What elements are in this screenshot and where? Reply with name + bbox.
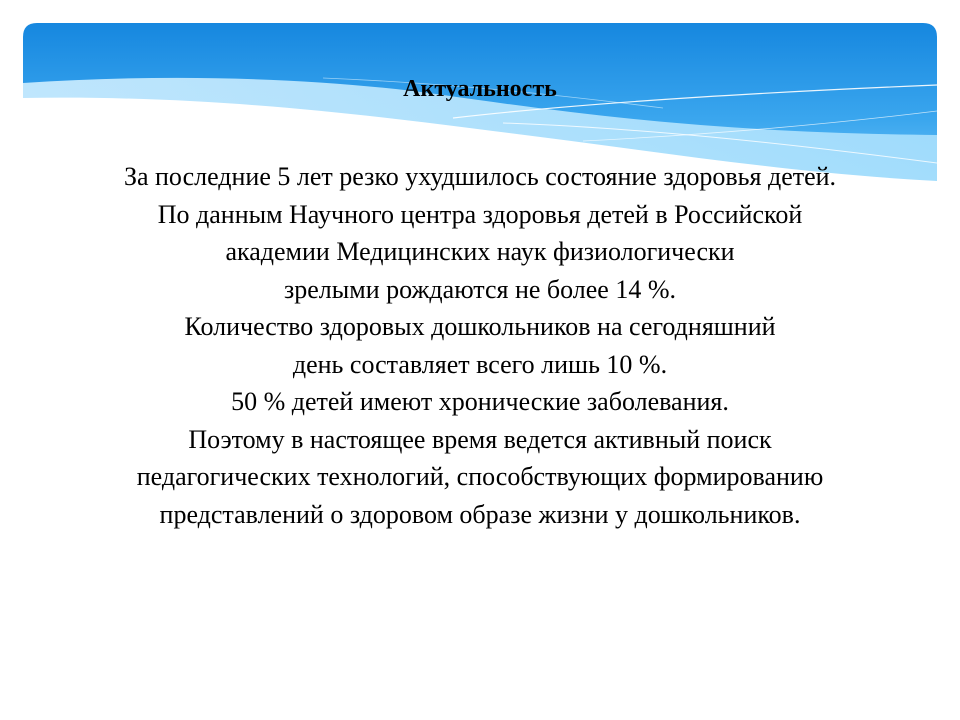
body-line: академии Медицинских наук физиологически	[225, 237, 735, 266]
body-line: За последние 5 лет резко ухудшилось состояние здоровья детей.	[123, 162, 837, 191]
body-line: зрелыми рождаются не более 14 %.	[283, 274, 677, 304]
slide-title: Актуальность	[403, 76, 557, 102]
body-line: Количество здоровых дошкольников на сегодняшний	[184, 312, 776, 341]
body-line: 50 % детей имеют хронические заболевания.	[231, 387, 729, 416]
body-line: Поэтому в настоящее время ведется активный поиск	[188, 424, 772, 454]
body-line: день составляет всего лишь 10 %.	[292, 349, 668, 379]
body-line: По данным Научного центра здоровья детей в Российской	[157, 199, 803, 229]
slide-body	[20, 158, 940, 533]
body-line: педагогических технологий, способствующих формированию	[136, 462, 824, 491]
body-line: представлений о здоровом образе жизни у дошкольников.	[159, 499, 801, 529]
